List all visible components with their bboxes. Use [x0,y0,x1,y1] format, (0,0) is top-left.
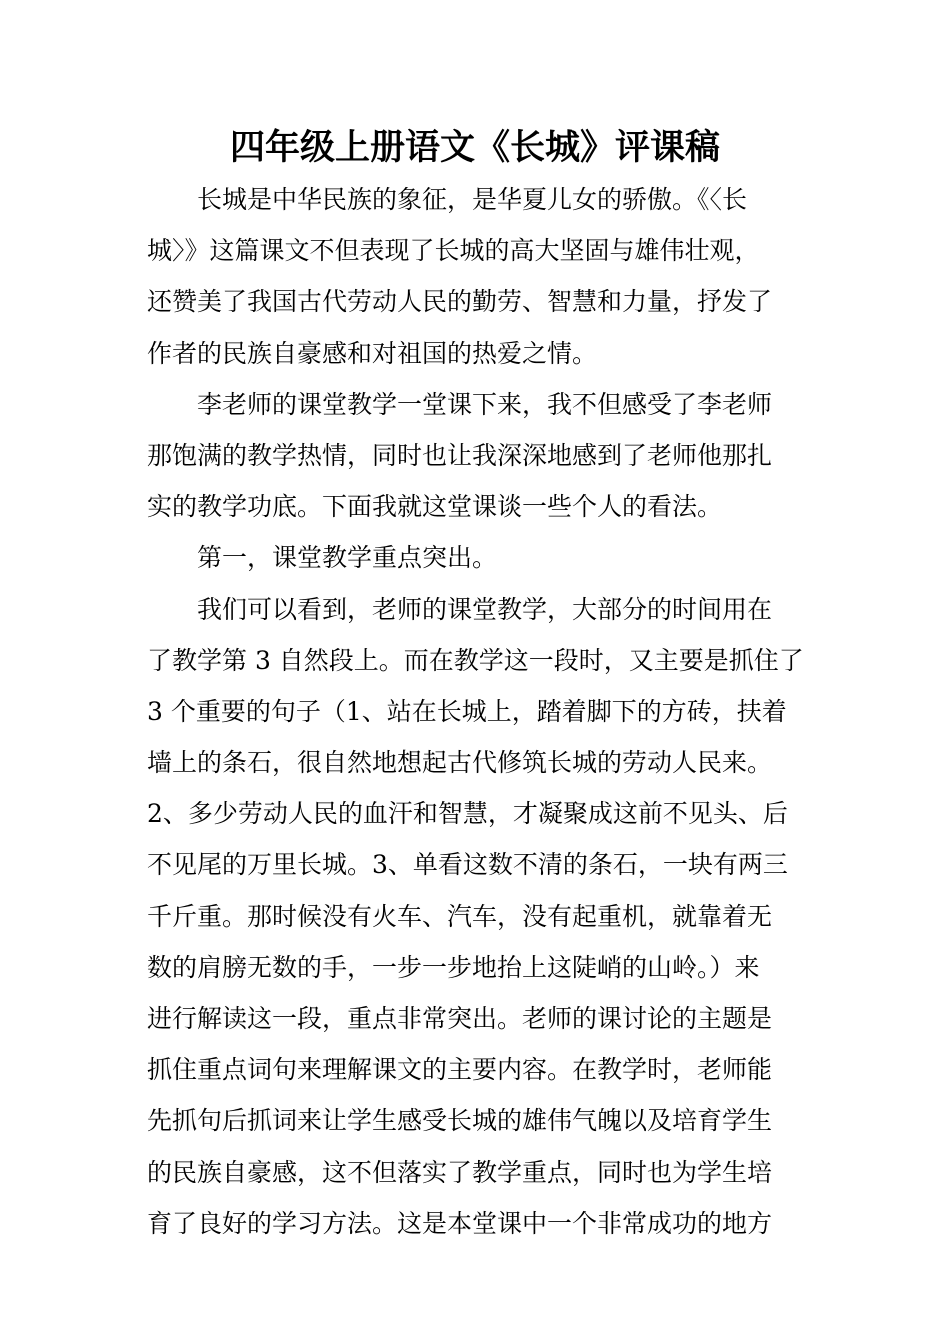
document-body [147,174,807,1249]
text-line-17: 进行解读这一段，重点非常突出。老师的课讨论的主题是 [147,1004,773,1033]
text-line-8: 第一，课堂教学重点突出。 [147,543,498,573]
text-line-7: 实的教学功底。下面我就这堂课谈一些个人的看法。 [147,492,723,522]
text-line-18: 抓住重点词句来理解课文的主要内容。在教学时，老师能 [147,1055,773,1085]
text-line-13: 2、多少劳动人民的血汗和智慧，才凝聚成这前不见头、后 [147,799,788,829]
text-line-21: 育了良好的学习方法。这是本堂课中一个非常成功的地方 [147,1208,773,1238]
text-line-16: 数的肩膀无数的手，一步一步地抬上这陡峭的山岭。）来 [147,952,760,982]
text-line-5: 李老师的课堂教学一堂课下来，我不但感受了李老师 [147,389,773,419]
text-line-1: 长城是中华民族的象征，是华夏儿女的骄傲。《〈长 [147,185,748,214]
text-line-3: 还赞美了我国古代劳动人民的勤劳、智慧和力量，抒发了 [147,287,773,317]
text-line-14: 不见尾的万里长城。3、单看这数不清的条石，一块有两三 [147,850,788,880]
text-line-9: 我们可以看到，老师的课堂教学，大部分的时间用在 [147,594,773,624]
text-line-12: 墙上的条石，很自然地想起古代修筑长城的劳动人民来。 [147,748,773,778]
text-line-6: 那饱满的教学热情，同时也让我深深地感到了老师他那扎 [147,440,773,470]
document-title: 四年级上册语文《长城》评课稿 [229,128,720,168]
text-line-4: 作者的民族自豪感和对祖国的热爱之情。 [147,338,598,368]
text-line-10: 了教学第 3 自然段上。而在教学这一段时，又主要是抓住了 [147,645,804,675]
text-line-19: 先抓句后抓词来让学生感受长城的雄伟气魄以及培育学生 [147,1106,773,1136]
text-line-11: 3 个重要的句子（1、站在长城上，踏着脚下的方砖，扶着 [147,696,787,726]
text-line-2: 城〉》这篇课文不但表现了长城的高大坚固与雄伟壮观， [147,236,760,266]
text-line-20: 的民族自豪感，这不但落实了教学重点，同时也为学生培 [147,1157,773,1187]
text-line-15: 千斤重。那时候没有火车、汽车，没有起重机，就靠着无 [147,901,773,931]
